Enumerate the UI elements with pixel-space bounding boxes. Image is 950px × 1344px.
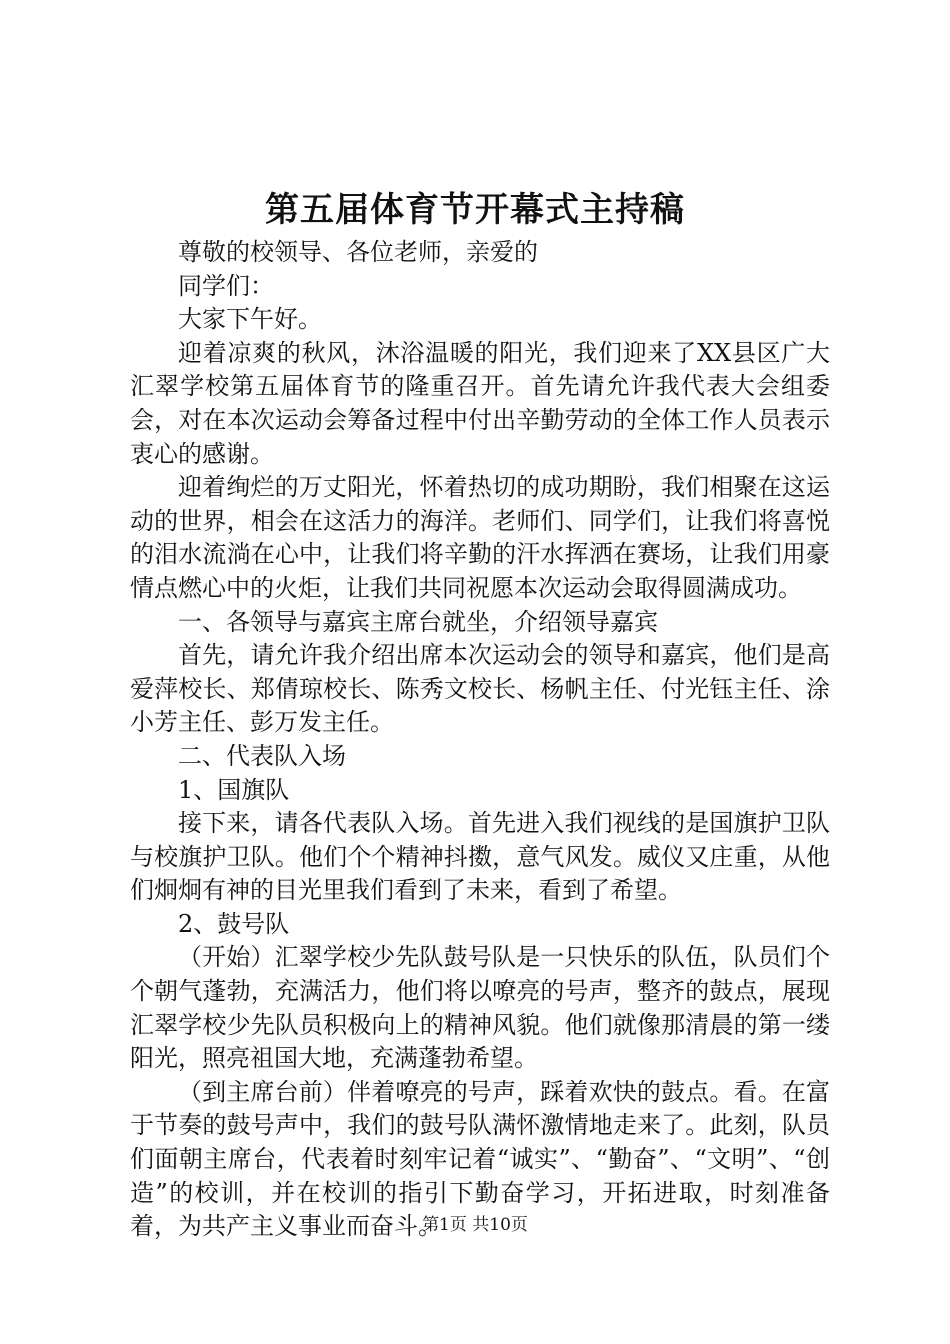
paragraph-hello: 大家下午好。 [178,305,322,334]
paragraph-drum-team-stage: （到主席台前）伴着嘹亮的号声，踩着欢快的鼓点。看。在富于节奏的鼓号声中，我们的鼓号队满怀激情地走来了。此刻，队员们面朝主席台，代表着时刻牢记着“诚实”、“勤奋”、“文明”、“创造”的校训，并在校训的指引下勤奋学习，开拓进取，时刻准备着，为共产主义事业而奋斗。 [130,1077,830,1241]
paragraph-greeting: 尊敬的校领导、各位老师，亲爱的 [178,238,538,266]
subheading-drum-team: 2、鼓号队 [178,909,290,938]
paragraph-gathering: 迎着绚烂的万丈阳光，怀着热切的成功期盼，我们相聚在这运动的世界，相会在这活力的海洋。老师们、同学们，让我们将喜悦的泪水流淌在心中，让我们将辛勤的汗水挥洒在赛场，让我们用豪情点燃心中的火炬，让我们共同祝愿本次运动会取得圆满成功。 [130,473,830,602]
section-heading-teams: 二、代表队入场 [178,741,346,770]
page-number-footer: 第1页 共10页 [422,1215,528,1235]
paragraph-greeting-cont: 同学们： [178,271,274,300]
paragraph-guests: 首先，请允许我介绍出席本次运动会的领导和嘉宾，他们是高爱萍校长、郑倩琼校长、陈秀文校长、杨帆主任、付光钰主任、涂小芳主任、彭万发主任。 [130,641,830,737]
section-heading-guests: 一、各领导与嘉宾主席台就坐，介绍领导嘉宾 [178,607,658,636]
subheading-flag-team: 1、国旗队 [178,775,290,804]
paragraph-flag-team: 接下来，请各代表队入场。首先进入我们视线的是国旗护卫队与校旗护卫队。他们个个精神抖擞，意气风发。威仪又庄重，从他们炯炯有神的目光里我们看到了未来，看到了希望。 [130,809,830,905]
paragraph-drum-team-start: （开始）汇翠学校少先队鼓号队是一只快乐的队伍，队员们个个朝气蓬勃，充满活力，他们将以嘹亮的号声，整齐的鼓点，展现汇翠学校少先队员积极向上的精神风貌。他们就像那清晨的第一缕阳光，照亮祖国大地，充满蓬勃希望。 [130,943,830,1073]
document-body [130,236,830,1244]
paragraph-opening: 迎着凉爽的秋风，沐浴温暖的阳光，我们迎来了XX县区广大汇翠学校第五届体育节的隆重召开。首先请允许我代表大会组委会，对在本次运动会筹备过程中付出辛勤劳动的全体工作人员表示衷心的感谢。 [130,338,830,468]
document-title: 第五届体育节开幕式主持稿 [265,190,685,230]
